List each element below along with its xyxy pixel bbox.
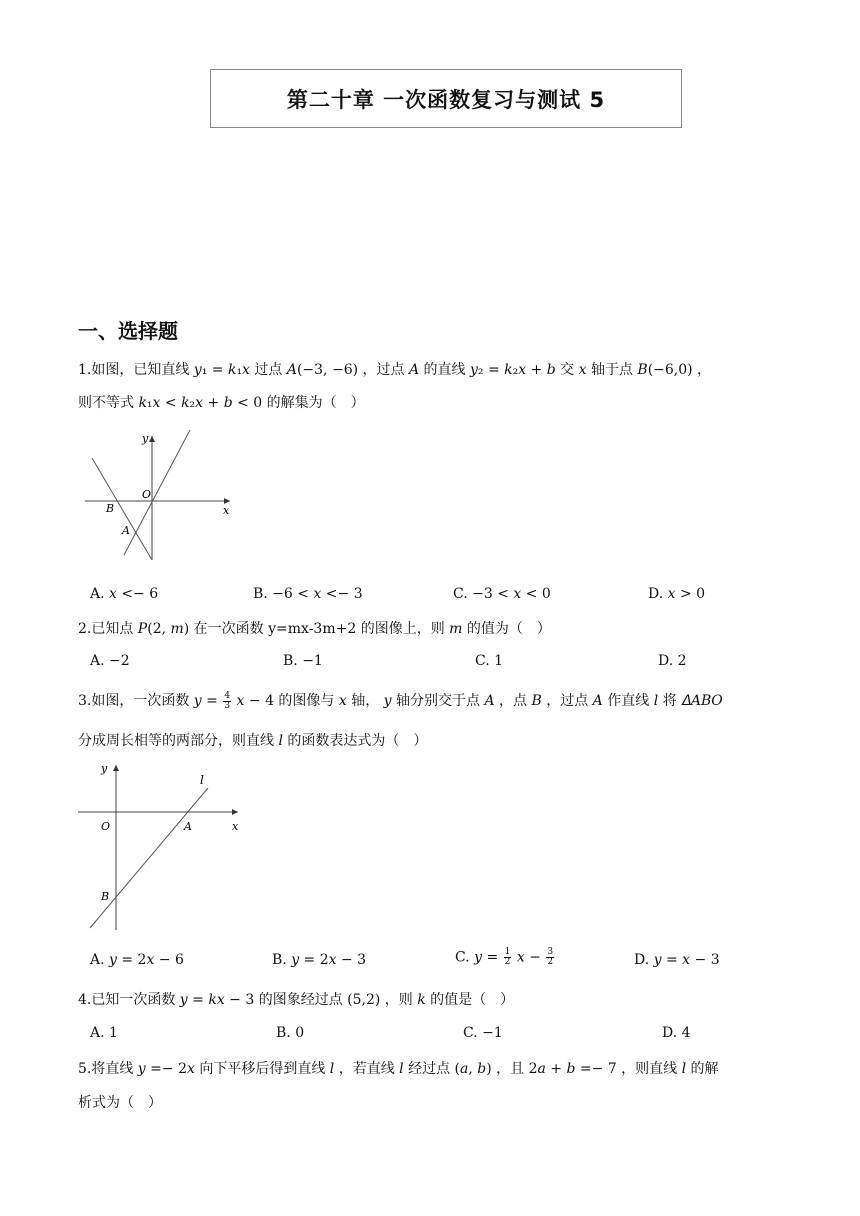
q3-option-d[interactable]: D. 𝑦 = 𝑥 − 3: [634, 952, 720, 968]
q1-option-a[interactable]: A. 𝑥 <− 6: [90, 586, 159, 602]
label-y: y: [101, 762, 108, 775]
label-x: x: [232, 820, 239, 833]
q3-option-c[interactable]: C. 𝑦 = $\frac{1}{2}$ 𝑥 − $\frac{3}{2}$: [455, 947, 554, 967]
q1-option-d[interactable]: D. 𝑥 > 0: [648, 586, 706, 602]
q4-option-b[interactable]: B. 0: [276, 1025, 305, 1041]
q1-line2: 则不等式 𝑘₁𝑥 < 𝑘₂𝑥 + 𝑏 < 0 的解集为（ ）: [78, 395, 365, 411]
q5-line1: 5.将直线 𝑦 =− 2𝑥 向下平移后得到直线 𝑙 ，若直线 𝑙 经过点 (𝑎, 𝑏) ，且 2𝑎 + 𝑏 =− 7 ，则直线 𝑙 的解: [78, 1061, 719, 1077]
q3-line1-end: 𝑥 − 4 的图像与 𝑥 轴， 𝑦 轴分别交于点 𝐴 ，点 𝐵 ，过点 𝐴 作直线 𝑙 将 𝛥𝐴𝐵𝑂: [236, 693, 723, 709]
label-o: O: [101, 820, 111, 833]
q3-line1: [78, 691, 723, 711]
label-x: x: [223, 504, 230, 517]
q4-option-c[interactable]: C. −1: [463, 1025, 503, 1041]
q3-fraction: $\frac{4}{3}$: [224, 690, 231, 711]
q3-line2: 分成周长相等的两部分，则直线 𝑙 的函数表达式为（ ）: [78, 733, 428, 749]
q3-line1-start: 3.如图，一次函数 𝑦 =: [78, 693, 218, 709]
q1-line1: 1.如图，已知直线 𝑦₁ = 𝑘₁𝑥 过点 𝐴(−3, −6) ，过点 𝐴 的直线 𝑦₂ = 𝑘₂𝑥 + 𝑏 交 𝑥 轴于点 𝐵(−6,0) ，: [78, 362, 712, 378]
q2-option-b[interactable]: B. −1: [283, 653, 323, 669]
q3-c-frac1: $\frac{1}{2}$: [504, 947, 511, 967]
q2-line1: 2.已知点 𝑃(2, 𝑚) 在一次函数 y=mx-3m+2 的图像上，则 𝑚 的值为（ ）: [78, 621, 551, 637]
q1-option-c[interactable]: C. −3 < 𝑥 < 0: [453, 586, 551, 602]
q3-option-a[interactable]: A. 𝑦 = 2𝑥 − 6: [90, 952, 184, 968]
q2-option-a[interactable]: A. −2: [90, 653, 130, 669]
q2-option-d[interactable]: D. 2: [658, 653, 687, 669]
label-b: B: [106, 502, 115, 515]
label-l: l: [200, 773, 204, 787]
page-title: 第二十章 一次函数复习与测试 5: [286, 87, 606, 112]
q3-option-b[interactable]: B. 𝑦 = 2𝑥 − 3: [272, 952, 367, 968]
label-y: y: [142, 432, 149, 445]
q2-option-c[interactable]: C. 1: [475, 653, 504, 669]
q4-line1: 4.已知一次函数 𝑦 = 𝑘𝑥 − 3 的图象经过点 (5,2) ，则 𝑘 的值是（ ）: [78, 992, 515, 1008]
label-b: B: [101, 890, 110, 903]
title-box: [210, 69, 682, 128]
line-l: [90, 788, 208, 928]
q5-line2: 析式为（ ）: [78, 1095, 162, 1111]
label-a: A: [184, 820, 192, 833]
q4-option-d[interactable]: D. 4: [662, 1025, 691, 1041]
label-o: O: [142, 488, 152, 501]
q1-figure: [80, 430, 240, 565]
q4-option-a[interactable]: A. 1: [90, 1025, 118, 1041]
q3-figure: [78, 760, 248, 935]
q1-option-b[interactable]: B. −6 < 𝑥 <− 3: [253, 586, 363, 602]
line-y2: [92, 458, 152, 560]
q3-c-frac2: $\frac{3}{2}$: [547, 947, 554, 967]
label-a: A: [122, 524, 130, 537]
section-heading: 一、选择题: [78, 319, 178, 343]
line-y1: [124, 430, 190, 555]
